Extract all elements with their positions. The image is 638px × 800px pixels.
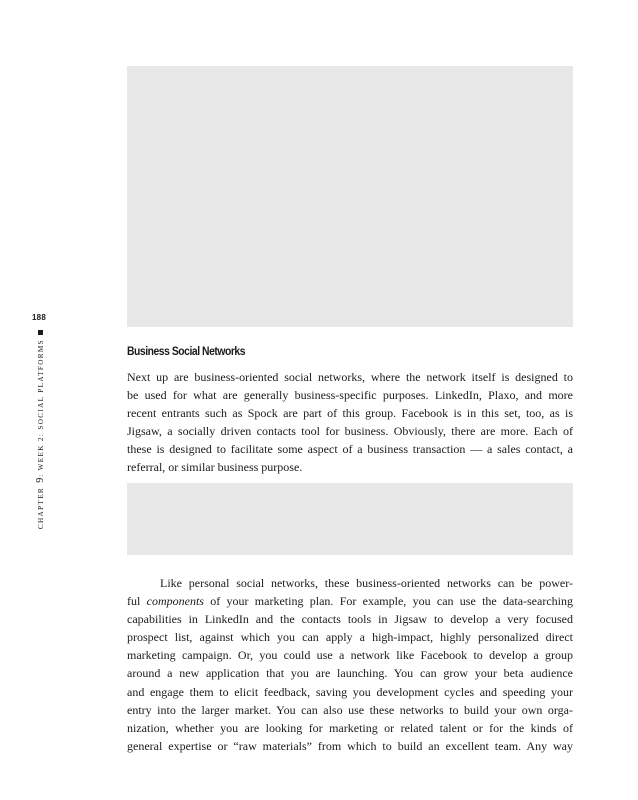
text-line: capabilities in LinkedIn and the contacts tools in Jigsaw to develop a very focused (127, 612, 573, 627)
text-line: be used for what are generally business-specific purposes. LinkedIn, Plaxo, and more (127, 388, 573, 403)
text-line: marketing campaign. Or, you could use a network like Facebook to develop a group (127, 648, 573, 663)
text-line: and engage them to elicit feedback, saving you development cycles and speeding your (127, 684, 573, 699)
emphasis-components: components (146, 594, 204, 609)
paragraph-business-networks (127, 368, 573, 477)
text-line: these is designed to facilitate some aspect of a business transaction — a sales contact, a (127, 442, 573, 457)
figure-placeholder-middle (127, 483, 573, 555)
text-line: Like personal social networks, these business-oriented networks can be power- (160, 576, 573, 590)
running-head-section: WEEK 2: SOCIAL PLATFORMS (37, 339, 45, 471)
page-number: 188 (32, 313, 46, 322)
section-heading: Business Social Networks (127, 346, 246, 358)
running-head (36, 330, 46, 530)
paragraph-marketing-plan (127, 574, 573, 755)
text-line: general expertise or “raw materials” from which to build an excellent team. Any way (127, 738, 573, 753)
text-line: Jigsaw, a socially driven contacts tool for business. Obviously, there are more. Each of (127, 424, 573, 439)
text-fragment: ful (127, 594, 147, 609)
text-line: around a new application that you are launching. You can grow your beta audience (127, 666, 573, 681)
text-line: recent entrants such as Spock are part of this group. Facebook is in this set, too, as is (127, 406, 573, 421)
square-bullet-icon (38, 330, 43, 335)
text-line: prospect list, against which you can apply a high-impact, highly personalized direct (127, 630, 573, 645)
text-line: nization, whether you are looking for marketing or related talent or for the kinds of (127, 720, 573, 735)
text-line: referral, or similar business purpose. (127, 460, 303, 475)
text-line: entry into the larger market. You can also use these networks to build your own orga- (127, 702, 573, 717)
text-fragment: of your marketing plan. For example, you can use the data-searching (203, 594, 573, 609)
running-head-chapter-word: CHAPTER (37, 486, 45, 530)
figure-placeholder-top (127, 66, 573, 327)
running-head-separator: : (37, 473, 45, 477)
text-line (127, 592, 573, 610)
text-line: Next up are business-oriented social networks, where the network itself is designed to (127, 370, 573, 384)
running-head-chapter-number: 9 (35, 477, 46, 483)
